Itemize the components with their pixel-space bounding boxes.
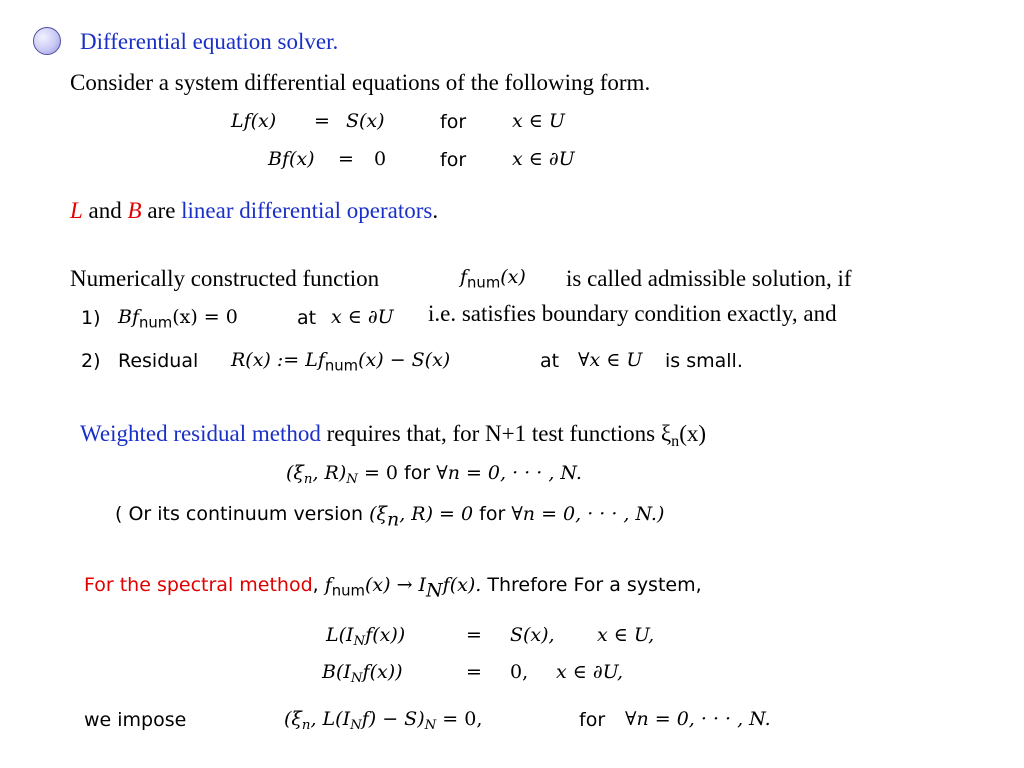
condition-1-number: 1) — [81, 307, 101, 329]
sys2-subN: N — [350, 670, 363, 686]
weighted-text: requires that, for N+1 test functions ξ — [320, 421, 672, 446]
system-2-lhs — [322, 661, 403, 686]
weq-expr: (ξ — [286, 462, 304, 484]
equation-1-eq: = — [314, 110, 330, 132]
weq-mid: , R) — [312, 462, 347, 484]
condition-2-label: Residual — [118, 350, 199, 372]
operators-are: are — [141, 198, 182, 223]
condition-1-domain: x ∈ ∂U — [331, 306, 394, 328]
equation-2-rhs: 0 — [374, 148, 387, 170]
weighted-line — [80, 421, 707, 450]
equation-2-domain: x ∈ ∂U — [512, 148, 575, 170]
spectral-expr2: f(x). — [442, 574, 482, 596]
weighted-sub: n — [671, 432, 680, 450]
impose-eq: = 0, — [436, 708, 483, 730]
system-1-eq: = — [466, 624, 482, 646]
spectral-comma: , — [312, 574, 325, 596]
slide-bullet — [33, 27, 61, 55]
admissible-f: f — [460, 266, 468, 288]
condition-1-bf: Bf — [118, 306, 139, 328]
admissible-num: num — [467, 274, 501, 292]
equation-2-lhs: Bf(x) — [268, 148, 315, 170]
sys2-lhs-a: B(I — [322, 661, 351, 683]
sys1-subN: N — [353, 633, 366, 649]
operators-and: and — [82, 198, 128, 223]
admissible-suffix: is called admissible solution, if — [566, 266, 852, 291]
condition-2-tail: is small. — [665, 350, 743, 372]
weq-sub2: N — [346, 471, 358, 487]
impose-expr-a: (ξ — [284, 708, 302, 730]
spectral-line — [84, 574, 702, 602]
impose-range: ∀n = 0, · · · , N. — [625, 708, 771, 730]
weq-range: ∀n = 0, · · · , N. — [436, 462, 582, 484]
spectral-f: f — [324, 574, 332, 596]
system-2-rhs: 0, — [510, 661, 529, 683]
condition-2-expr — [231, 349, 451, 375]
admissible-arg: (x) — [500, 266, 526, 288]
equation-1-lhs: Lf(x) — [231, 110, 277, 132]
system-2-eq: = — [466, 661, 482, 683]
continuum-range: ∀n = 0, · · · , N.) — [511, 503, 665, 525]
spectral-tail: Threfore For a system, — [481, 574, 702, 596]
condition-1-at: at — [297, 307, 317, 329]
condition-1-note: i.e. satisfies boundary condition exactly, and — [428, 301, 837, 326]
condition-2-sub: num — [324, 357, 359, 375]
continuum-sub: n — [386, 508, 400, 531]
impose-for: for — [579, 709, 606, 731]
spectral-method-label: For the spectral method — [84, 574, 313, 596]
condition-2-domain: ∀x ∈ U — [578, 349, 643, 371]
operators-period: . — [432, 198, 439, 223]
weq-for: for — [398, 462, 437, 484]
continuum-expr: (ξ — [369, 503, 387, 525]
condition-2-number: 2) — [81, 350, 101, 372]
linear-operators-link[interactable]: linear differential operators — [181, 198, 433, 223]
system-2-domain: x ∈ ∂U, — [556, 661, 623, 683]
equation-2-eq: = — [338, 148, 354, 170]
sys1-lhs-b: f(x)) — [365, 624, 406, 646]
intro-text: Consider a system differential equations of the following form. — [70, 70, 651, 95]
weighted-residual-link[interactable]: Weighted residual method — [80, 421, 321, 446]
operators-line — [70, 198, 438, 224]
operator-B: B — [127, 198, 142, 223]
weighted-equation — [286, 462, 582, 487]
condition-2-at: at — [540, 350, 560, 372]
sys2-lhs-b: f(x)) — [362, 661, 403, 683]
impose-sub2: N — [424, 717, 437, 733]
equation-1-domain: x ∈ U — [512, 110, 565, 132]
impose-mid: , L(I — [310, 708, 351, 730]
sys1-lhs-a: L(I — [326, 624, 354, 646]
condition-1-sub: num — [139, 314, 173, 332]
equation-2-for: for — [440, 149, 467, 171]
system-1-lhs — [326, 624, 406, 649]
continuum-line — [115, 503, 665, 531]
impose-subN: N — [350, 717, 362, 733]
weighted-tail: (x) — [679, 421, 707, 446]
system-1-rhs: S(x), — [510, 624, 555, 646]
condition-2-expr2: (x) − S(x) — [358, 349, 451, 371]
condition-1-expr — [118, 306, 238, 332]
condition-1-rest: (x) = 0 — [172, 306, 238, 328]
system-1-domain: x ∈ U, — [597, 624, 655, 646]
slide-title: Differential equation solver. — [80, 29, 339, 54]
impose-mid2: f) − S) — [361, 708, 425, 730]
admissible-function — [460, 266, 526, 292]
weq-sub1: n — [303, 471, 313, 487]
continuum-for: for — [473, 503, 512, 525]
weq-eq: = 0 — [357, 462, 399, 484]
spectral-num: num — [331, 582, 365, 600]
impose-sub1: n — [301, 717, 311, 733]
spectral-expr: (x) → I — [365, 574, 427, 596]
operator-L: L — [70, 198, 83, 223]
continuum-open: ( Or its continuum version — [115, 503, 370, 525]
condition-2-expr1: R(x) := Lf — [231, 349, 325, 371]
spectral-subN: N — [426, 579, 443, 602]
admissible-prefix: Numerically constructed function — [70, 266, 380, 291]
equation-1-rhs: S(x) — [346, 110, 385, 132]
continuum-mid: , R) = 0 — [399, 503, 474, 525]
equation-1-for: for — [440, 111, 467, 133]
impose-label: we impose — [84, 709, 187, 731]
impose-expr — [284, 708, 483, 733]
